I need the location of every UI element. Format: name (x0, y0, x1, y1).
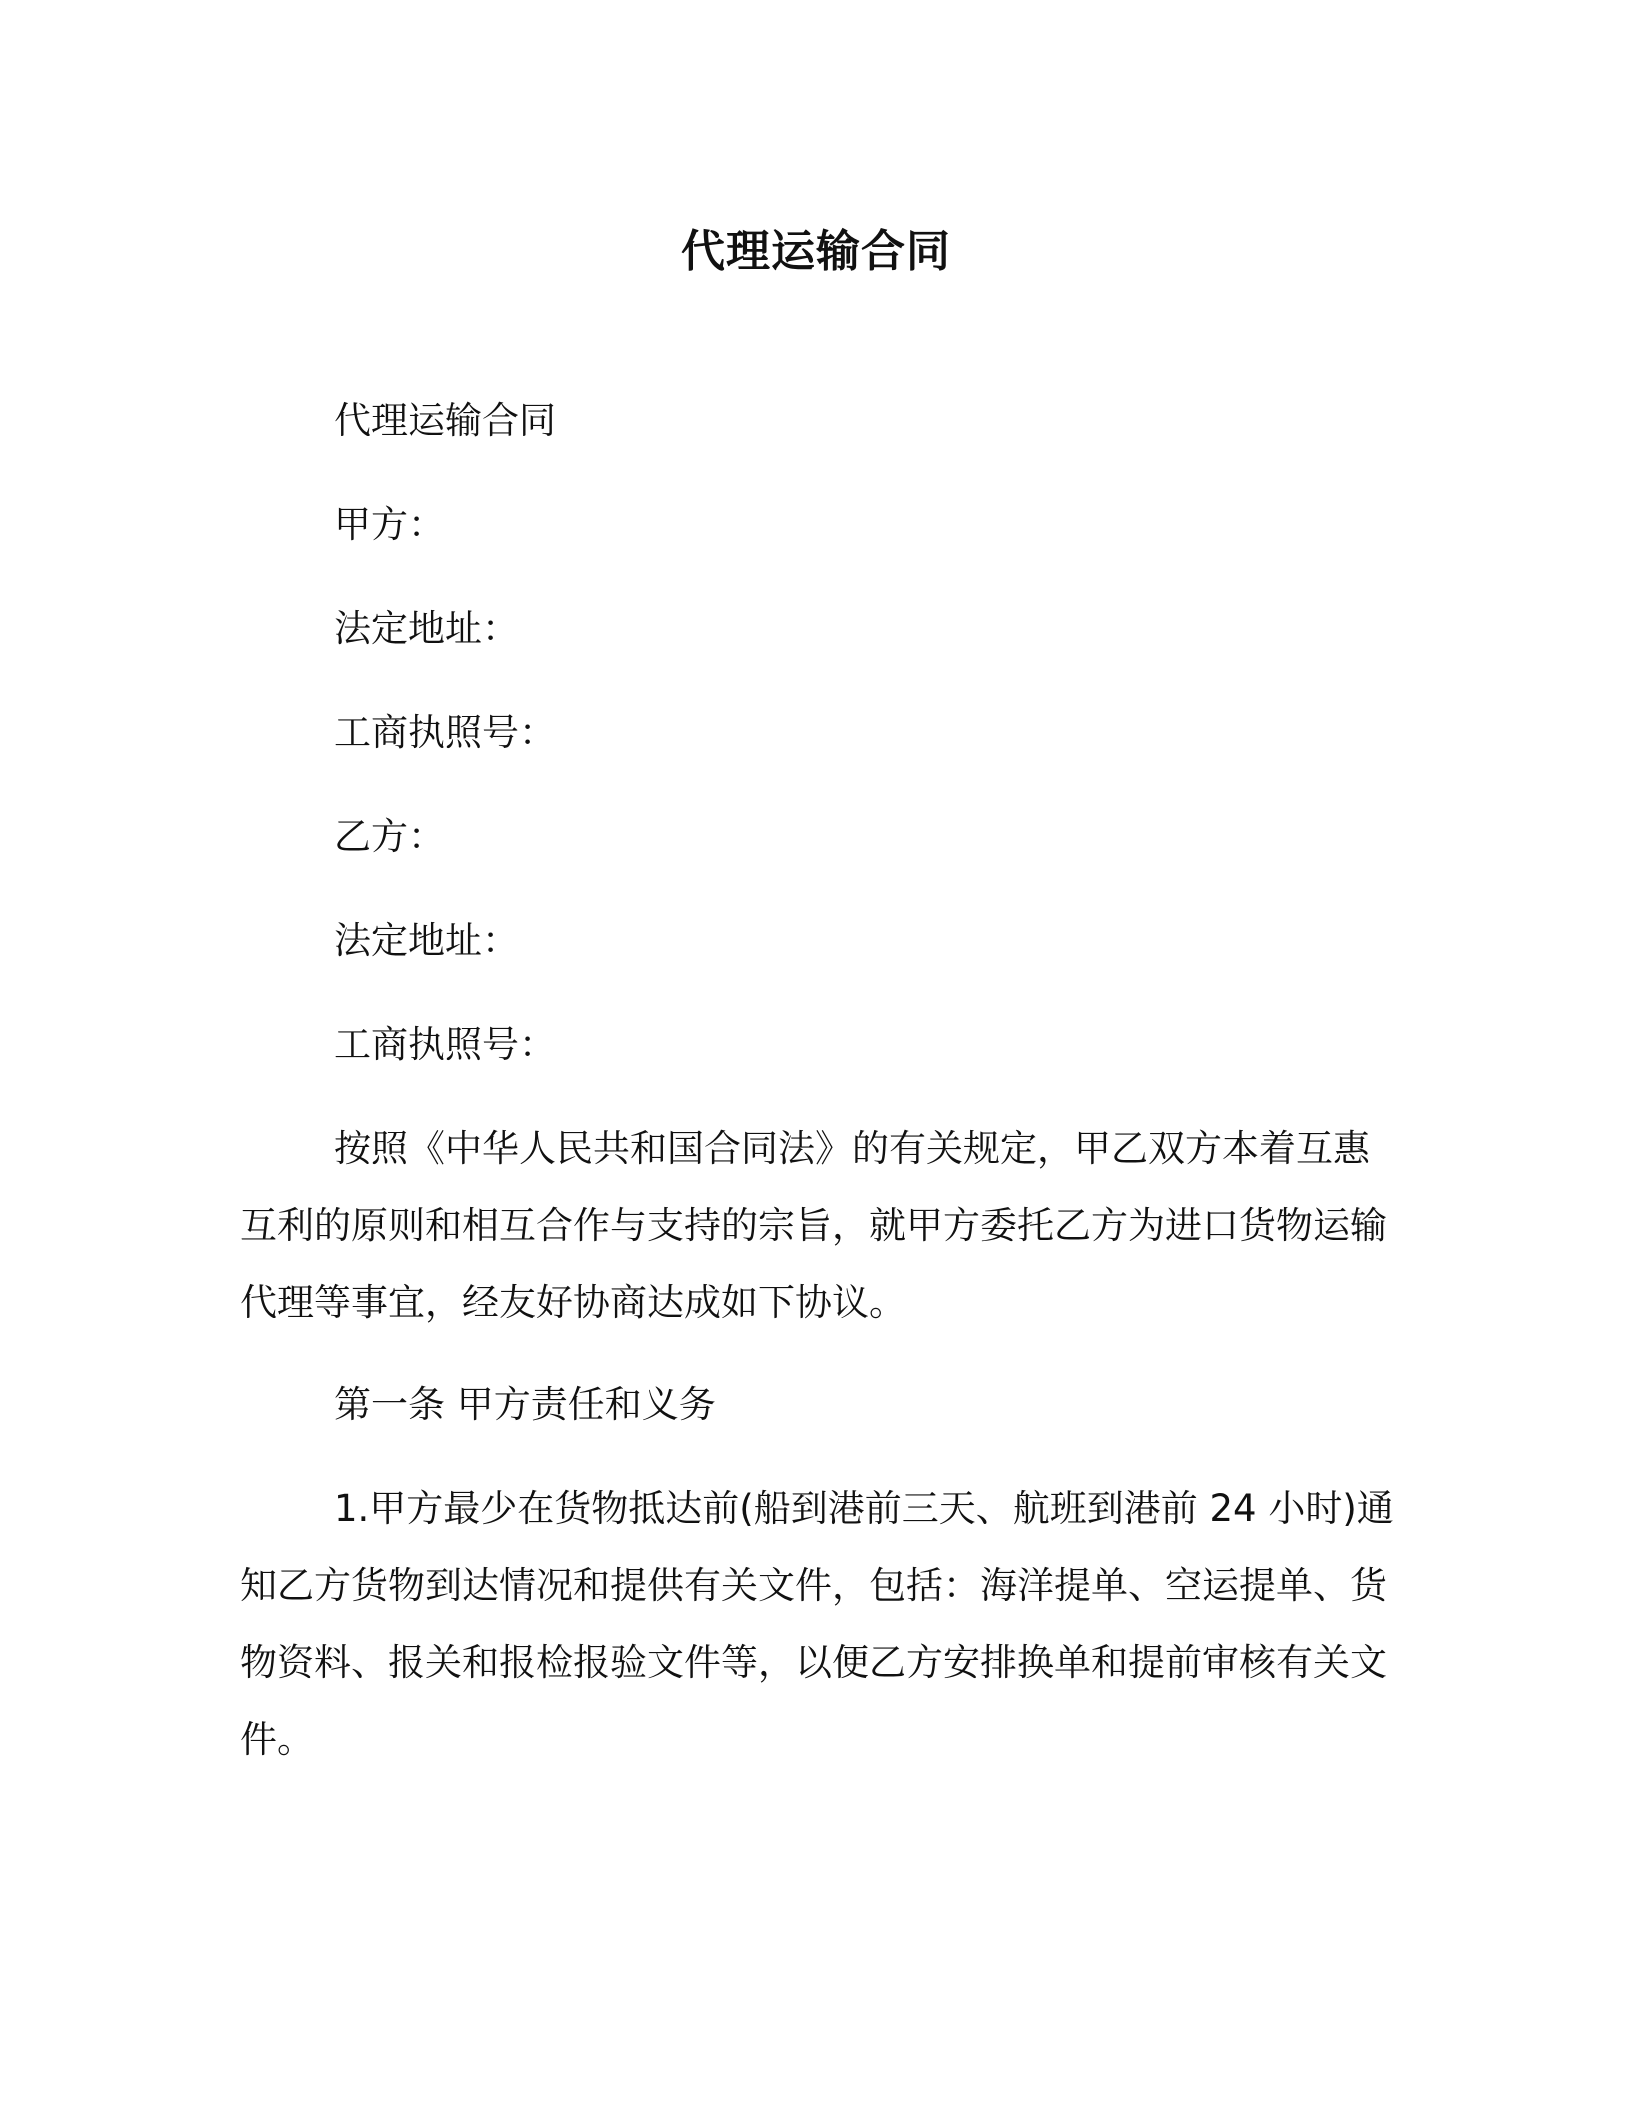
party-a-address-label: 法定地址： (334, 607, 519, 650)
document-title: 代理运输合同 (681, 226, 951, 277)
article-1-heading: 第一条 甲方责任和义务 (334, 1383, 716, 1426)
article-1-clause-1: 1.甲方最少在货物抵达前(船到港前三天、航班到港前 24 小时)通知乙方货物到达情况和提供有关文件，包括：海洋提单、空运提单、货物资料、报关和报检报验文件等，以便乙方安排换单和提前审核有关文件。 (240, 1487, 1394, 1761)
party-a-label: 甲方： (334, 503, 445, 546)
party-b-label: 乙方： (334, 815, 445, 858)
party-b-address-label: 法定地址： (334, 919, 519, 962)
party-b-license-label: 工商执照号： (334, 1023, 556, 1066)
party-a-license-label: 工商执照号： (334, 711, 556, 754)
preamble-paragraph: 按照《中华人民共和国合同法》的有关规定，甲乙双方本着互惠互利的原则和相互合作与支持的宗旨，就甲方委托乙方为进口货物运输代理等事宜，经友好协商达成如下协议。 (240, 1127, 1387, 1324)
contract-subtitle: 代理运输合同 (334, 399, 556, 442)
